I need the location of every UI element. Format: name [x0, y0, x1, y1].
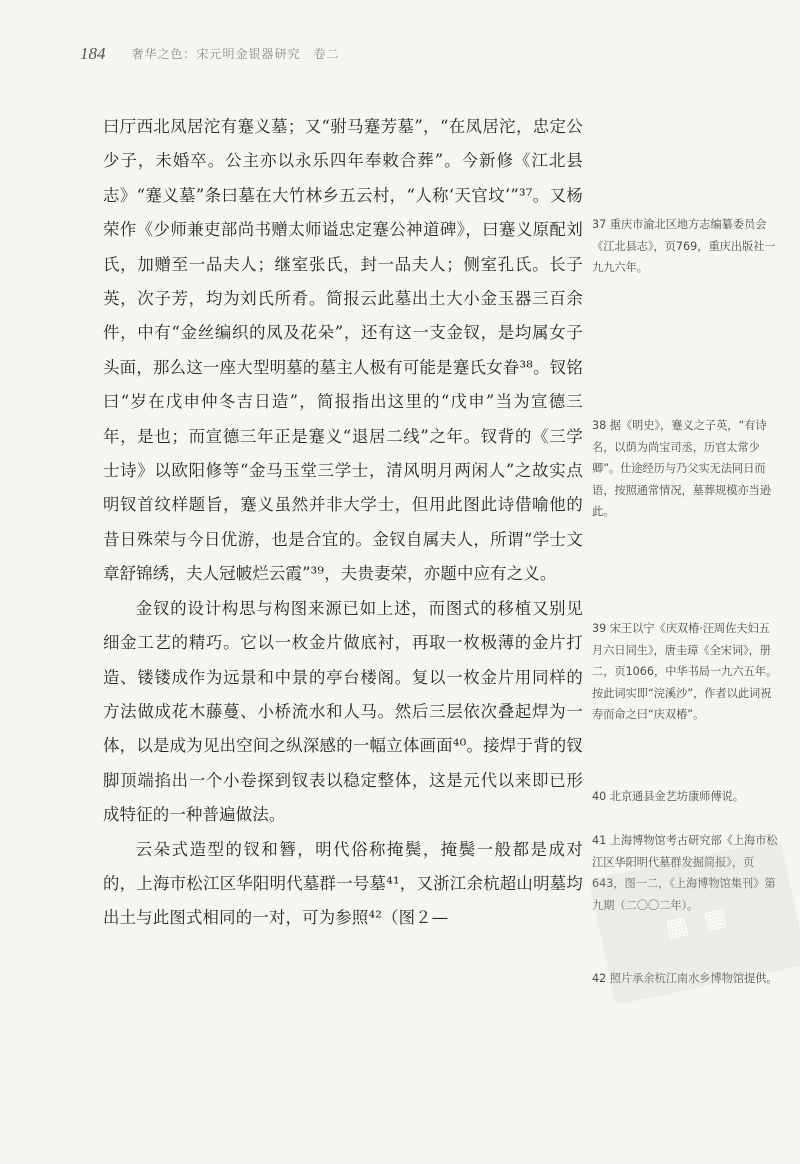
- footnote-41: 41 上海博物馆考古研究部《上海市松江区华阳明代墓群发掘简报》，页643，图一二，《上海博物馆集刊》第九期（二〇〇二年）。: [592, 834, 778, 912]
- text-line: 所谓“学士文章舒锦绣，夫人冠帔烂云霞”³⁹，夫贵妻荣，: [103, 529, 583, 584]
- text-line: 遍做法。: [219, 805, 286, 825]
- text-line: 以一枚金片用同样的方法做成花木藤蔓、小桥流水和人马。: [103, 667, 583, 721]
- footnote-40: 40 北京通县金艺坊康师傅说。: [592, 790, 745, 803]
- text-line: 点明钗首纹样题旨，蹇义虽然并非大学士，但用此图此诗: [103, 461, 583, 515]
- text-line: 报云此墓出土大小金玉器三百余件，中有“金丝编织的凤及: [103, 289, 583, 343]
- paragraph: [103, 592, 583, 833]
- main-body-text: [103, 110, 583, 936]
- running-title: 奢华之色：宋元明金银器研究 卷二: [131, 47, 340, 61]
- text-line: 曰厅西北凤居沱有蹇义墓；又“驸马蹇芳墓”，“在凤居沱，: [103, 117, 533, 136]
- text-line: 以欧阳修等“金马玉堂三学士，清风明月两闲人”之故实: [154, 461, 567, 481]
- text-line: 仲冬吉日造”，简报指出这里的“戊申”当为宣德三年，是也；: [103, 392, 583, 446]
- paragraph: [103, 833, 583, 936]
- text-line: 一品夫人；侧室孔氏。长子英，次子芳，均为刘氏所肴。简: [103, 254, 583, 309]
- text-line: 借喻他的昔日殊荣与今日优游，也是合宜的。金钗自属夫人，: [103, 495, 583, 549]
- footnote-37: 37 重庆市渝北区地方志编纂委员会《江北县志》，页769，重庆出版社一九九六年。: [592, 218, 776, 274]
- text-line: 云朵式造型的钗和簪，明代俗称掩鬓，掩鬓一般都是: [135, 839, 549, 859]
- paragraph: [103, 110, 583, 592]
- text-line: 的一幅立体画面⁴⁰。接焊于背的钗脚顶端掐出一个小卷探: [103, 736, 583, 790]
- text-line: 到钗表以稳定整体，这是元代以来即已形成特征的一种普: [103, 770, 584, 825]
- text-line: 成对的，上海市松江区华阳明代墓群一号墓⁴¹，又浙江余: [103, 839, 583, 893]
- watermark-stamp: ▦ ▦: [589, 839, 800, 1005]
- text-line: 道碑》，曰蹇义原配刘氏，加赠至一品夫人；继室张氏，封: [103, 220, 583, 274]
- text-line: 修《江北县志》“蹇义墓”条曰墓在大竹林乡五云村，“人称‘天: [103, 151, 584, 205]
- text-line: 又别见细金工艺的精巧。它以一枚金片做底衬，再取一枚: [103, 598, 583, 653]
- text-line: 忠定公少子，未婚卒。公主亦以永乐四年奉敕合葬”。今新: [103, 117, 583, 171]
- text-line: 金钗的设计构思与构图来源已如上述，而图式的移植: [135, 598, 532, 618]
- text-line: 花朵”，还有这一支金钗，是均属女子头面，那么这一座大: [103, 323, 584, 377]
- footnote-38: 38 据《明史》，蹇义之子英，“有诗名，以荫为尚宝司丞，历官太常少卿”。仕途经历与乃父实无法同日而语，按照通常情况，墓葬规模亦当逊此。: [592, 419, 772, 518]
- text-line: 型明墓的墓主人极有可能是蹇氏女眷³⁸。钗铭曰“岁在戊申: [103, 357, 583, 412]
- text-line: 亦题中应有之义。: [423, 564, 557, 584]
- page-header: [80, 30, 720, 64]
- text-line: 杭超山明墓均出土与此图式相同的一对，可为参照⁴²（图２—: [103, 873, 583, 928]
- text-line: 极薄的金片打造、镂镂成作为远景和中景的亭台楼阁。复: [103, 633, 583, 687]
- text-line: 然后三层依次叠起焊为一体，以是成为见出空间之纵深感: [103, 701, 584, 756]
- footnote-42: 42 照片承余杭江南水乡博物馆提供。: [592, 972, 778, 985]
- text-line: 而宣德三年正是蹇义“退居二线”之年。钗背的《三学士诗》: [103, 426, 584, 481]
- page-number: 184: [80, 44, 106, 63]
- footnote-39: 39 宋王以宁《庆双椿·汪周佐夫妇五月六日同生》，唐圭璋《全宋词》，册二，页1066，中华书局一九六五年。按此词实即“浣溪沙”，作者以此词祝寿而命之曰“庆双椿”。: [592, 622, 778, 721]
- text-line: 官坟’”³⁷。又杨荣作《少师兼吏部尚书赠太师谥忠定蹇公神: [103, 185, 584, 240]
